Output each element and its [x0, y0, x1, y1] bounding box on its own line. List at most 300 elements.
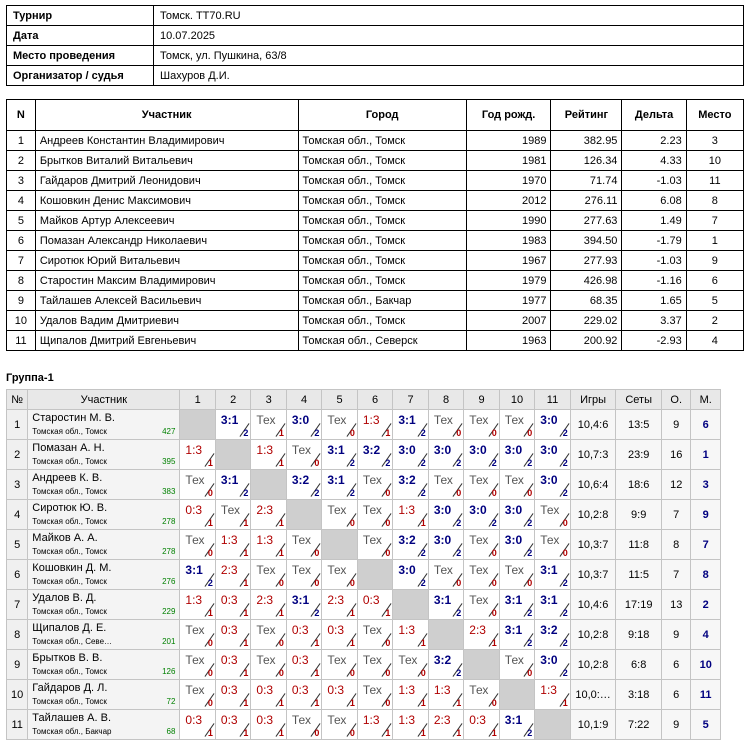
match-score: 1:3: [256, 443, 274, 457]
participant-rating: 276.11: [551, 191, 622, 211]
match-points: 2: [456, 458, 462, 468]
match-result-cell: [464, 620, 499, 650]
participant-delta: 1.49: [622, 211, 686, 231]
match-result-cell: [464, 410, 499, 440]
match-score: Тех: [504, 473, 524, 487]
match-result-cell: [286, 410, 321, 440]
match-points: 2: [243, 428, 249, 438]
match-score: 3:1: [504, 623, 523, 637]
match-points: 2: [562, 668, 568, 678]
match-score: Тех: [540, 533, 560, 547]
participant-birth-year: 1990: [466, 211, 551, 231]
match-score: 1:3: [398, 683, 416, 697]
match-result-cell: [251, 440, 286, 470]
match-points: 2: [456, 668, 462, 678]
match-result-cell: [428, 410, 463, 440]
match-points: 2: [562, 428, 568, 438]
participant-delta: -1.03: [622, 171, 686, 191]
group-player-cell: [28, 500, 180, 530]
match-result-cell: [499, 560, 534, 590]
group-row-number: 2: [7, 440, 28, 470]
match-score: 0:3: [220, 623, 238, 637]
participant-name: Гайдаров Дмитрий Леонидович: [35, 171, 298, 191]
participant-number: 2: [7, 151, 36, 171]
group-player-cell: [28, 440, 180, 470]
group-sets: 13:5: [616, 410, 662, 440]
group-player-name: Тайлашев А. В.: [32, 712, 112, 724]
match-points: 1: [349, 638, 355, 648]
match-result-cell: [180, 500, 215, 530]
match-points: 2: [349, 488, 355, 498]
match-score: Тех: [398, 653, 418, 667]
match-points: 2: [562, 608, 568, 618]
info-row: [7, 26, 744, 46]
match-points: 0: [527, 578, 533, 588]
group-points: 9: [662, 410, 691, 440]
group-row-number: 11: [7, 710, 28, 740]
match-points: 1: [491, 728, 497, 738]
match-score: 2:3: [327, 593, 345, 607]
match-points: 1: [207, 728, 213, 738]
participant-city: Томская обл., Томск: [298, 311, 466, 331]
match-score: 0:3: [256, 713, 274, 727]
group-player-city: Томская обл., Бакчар: [32, 727, 112, 736]
match-score: 1:3: [185, 593, 203, 607]
match-points: 0: [491, 488, 497, 498]
match-result-cell: [357, 530, 392, 560]
match-points: 1: [278, 518, 284, 528]
group-sets: 9:9: [616, 500, 662, 530]
participant-number: 7: [7, 251, 36, 271]
info-row: [7, 66, 744, 86]
match-result-cell: [286, 440, 321, 470]
match-score: Тех: [291, 563, 311, 577]
group-sets: 23:9: [616, 440, 662, 470]
group-row-number: 10: [7, 680, 28, 710]
match-result-cell: [322, 440, 357, 470]
match-result-cell: [499, 710, 534, 740]
match-result-cell: [464, 560, 499, 590]
match-score: Тех: [256, 653, 276, 667]
match-result-cell: [393, 440, 428, 470]
group-player-name: Сиротюк Ю. В.: [32, 502, 108, 514]
match-score: 0:3: [291, 683, 309, 697]
match-result-cell: [180, 470, 215, 500]
group-place: 2: [691, 590, 721, 620]
participant-rating: 277.93: [551, 251, 622, 271]
match-score: Тех: [362, 503, 382, 517]
match-score: Тех: [220, 503, 240, 517]
match-score: 3:0: [469, 443, 487, 457]
match-result-cell: [535, 680, 570, 710]
match-score: 0:3: [327, 683, 345, 697]
match-score: 0:3: [220, 683, 238, 697]
match-result-cell: [322, 680, 357, 710]
match-result-cell: [251, 650, 286, 680]
participants-header: Рейтинг: [551, 100, 622, 131]
match-score: Тех: [362, 653, 382, 667]
participant-row: [7, 131, 744, 151]
match-points: 0: [207, 668, 213, 678]
match-points: 1: [278, 458, 284, 468]
participant-city: Томская обл., Бакчар: [298, 291, 466, 311]
self-match-cell: [464, 650, 499, 680]
group-header: 1: [180, 390, 215, 410]
info-row: [7, 46, 744, 66]
match-score: Тех: [504, 653, 524, 667]
participant-delta: -2.93: [622, 331, 686, 351]
group-player-rating: 68: [166, 727, 176, 736]
match-score: 0:3: [256, 683, 274, 697]
match-score: 3:1: [433, 593, 452, 607]
match-score: 2:3: [469, 623, 486, 637]
participant-number: 1: [7, 131, 36, 151]
match-score: Тех: [362, 623, 382, 637]
participant-name: Старостин Максим Владимирович: [35, 271, 298, 291]
match-result-cell: [393, 680, 428, 710]
match-result-cell: [286, 650, 321, 680]
match-result-cell: [464, 470, 499, 500]
match-points: 2: [562, 488, 568, 498]
group-header: №: [7, 390, 28, 410]
match-score: 3:0: [291, 413, 310, 427]
match-points: 0: [491, 548, 497, 558]
group-player-rating: 427: [162, 427, 176, 436]
match-points: 1: [420, 518, 426, 528]
match-result-cell: [251, 560, 286, 590]
participant-place: 7: [686, 211, 743, 231]
match-result-cell: [322, 470, 357, 500]
match-result-cell: [393, 410, 428, 440]
match-result-cell: [180, 560, 215, 590]
group-row-number: 3: [7, 470, 28, 500]
match-result-cell: [428, 500, 463, 530]
match-score: 1:3: [362, 713, 380, 727]
match-points: 0: [527, 668, 533, 678]
match-points: 0: [385, 518, 391, 528]
match-result-cell: [322, 650, 357, 680]
match-points: 1: [243, 578, 249, 588]
match-points: 0: [385, 548, 391, 558]
participants-header: Год рожд.: [466, 100, 551, 131]
info-label: Турнир: [7, 6, 154, 26]
group-sets: 3:18: [616, 680, 662, 710]
match-points: 2: [491, 518, 497, 528]
participant-row: [7, 171, 744, 191]
participant-row: [7, 311, 744, 331]
group-row-number: 1: [7, 410, 28, 440]
match-result-cell: [428, 440, 463, 470]
match-score: Тех: [469, 683, 489, 697]
match-points: 1: [314, 668, 320, 678]
match-score: Тех: [469, 413, 489, 427]
match-points: 2: [527, 458, 533, 468]
participant-birth-year: 2012: [466, 191, 551, 211]
match-score: 0:3: [291, 653, 309, 667]
participant-place: 4: [686, 331, 743, 351]
match-result-cell: [535, 620, 570, 650]
match-score: 1:3: [362, 413, 380, 427]
match-points: 0: [491, 428, 497, 438]
participant-birth-year: 1970: [466, 171, 551, 191]
match-result-cell: [357, 710, 392, 740]
match-result-cell: [322, 410, 357, 440]
match-score: Тех: [327, 653, 347, 667]
match-points: 0: [562, 548, 568, 558]
match-score: 0:3: [220, 593, 238, 607]
match-result-cell: [535, 560, 570, 590]
participants-header: Место: [686, 100, 743, 131]
match-result-cell: [251, 410, 286, 440]
info-value: 10.07.2025: [154, 26, 744, 46]
participant-name: Помазан Александр Николаевич: [35, 231, 298, 251]
match-score: Тех: [185, 683, 205, 697]
match-points: 0: [278, 578, 284, 588]
match-result-cell: [464, 680, 499, 710]
match-points: 0: [527, 488, 533, 498]
match-points: 0: [456, 488, 462, 498]
participant-name: Удалов Вадим Дмитриевич: [35, 311, 298, 331]
match-points: 1: [385, 728, 391, 738]
participant-row: [7, 251, 744, 271]
match-result-cell: [464, 710, 499, 740]
self-match-cell: [180, 410, 215, 440]
match-score: 3:0: [504, 533, 523, 547]
match-points: 0: [207, 638, 213, 648]
group-points: 13: [662, 590, 691, 620]
match-score: Тех: [504, 413, 524, 427]
group-row-number: 6: [7, 560, 28, 590]
group-place: 3: [691, 470, 721, 500]
match-points: 0: [314, 578, 320, 588]
match-result-cell: [215, 530, 250, 560]
match-points: 1: [456, 698, 462, 708]
participant-birth-year: 1989: [466, 131, 551, 151]
participant-rating: 382.95: [551, 131, 622, 151]
match-points: 2: [385, 458, 391, 468]
match-points: 1: [314, 698, 320, 708]
match-result-cell: [322, 620, 357, 650]
self-match-cell: [535, 710, 570, 740]
participants-header: Город: [298, 100, 466, 131]
group-player-city: Томская обл., Томск: [32, 517, 107, 526]
match-score: 3:0: [433, 533, 452, 547]
group-row-number: 9: [7, 650, 28, 680]
match-points: 2: [527, 548, 533, 558]
group-header: 2: [215, 390, 250, 410]
match-result-cell: [251, 500, 286, 530]
match-result-cell: [286, 560, 321, 590]
group-points: 7: [662, 560, 691, 590]
match-score: 0:3: [220, 713, 238, 727]
group-row-number: 7: [7, 590, 28, 620]
group-player-name: Помазан А. Н.: [32, 442, 105, 454]
match-score: Тех: [469, 533, 489, 547]
match-result-cell: [286, 620, 321, 650]
participant-delta: -1.16: [622, 271, 686, 291]
group-row: [7, 710, 721, 740]
participant-delta: 3.37: [622, 311, 686, 331]
group-place: 7: [691, 530, 721, 560]
match-result-cell: [499, 440, 534, 470]
self-match-cell: [428, 620, 463, 650]
match-score: Тех: [256, 413, 276, 427]
match-score: 3:2: [398, 473, 416, 487]
match-points: 2: [420, 488, 426, 498]
participant-number: 10: [7, 311, 36, 331]
match-points: 1: [456, 728, 462, 738]
match-score: Тех: [433, 473, 453, 487]
group-row: [7, 500, 721, 530]
match-score: Тех: [291, 713, 311, 727]
match-score: 1:3: [433, 683, 451, 697]
info-label: Дата: [7, 26, 154, 46]
group-player-city: Томская обл., Томск: [32, 487, 107, 496]
match-score: 3:0: [433, 443, 452, 457]
group-row: [7, 470, 721, 500]
participant-place: 1: [686, 231, 743, 251]
match-score: Тех: [362, 533, 382, 547]
group-games: 10,0:…: [570, 680, 616, 710]
group-player-cell: [28, 710, 180, 740]
group-player-rating: 229: [162, 607, 176, 616]
group-row: [7, 620, 721, 650]
participant-row: [7, 191, 744, 211]
participant-rating: 229.02: [551, 311, 622, 331]
match-points: 0: [278, 668, 284, 678]
group-player-city: Томская обл., Севе…: [32, 637, 113, 646]
match-score: 1:3: [220, 533, 238, 547]
match-points: 1: [243, 548, 249, 558]
group-player-name: Старостин М. В.: [32, 412, 115, 424]
match-result-cell: [180, 530, 215, 560]
match-result-cell: [357, 440, 392, 470]
match-points: 2: [243, 488, 249, 498]
match-points: 0: [385, 668, 391, 678]
participant-number: 3: [7, 171, 36, 191]
match-result-cell: [535, 440, 570, 470]
participant-row: [7, 231, 744, 251]
match-score: 3:0: [504, 443, 523, 457]
match-score: 3:1: [327, 473, 345, 487]
group-player-rating: 201: [162, 637, 176, 646]
match-points: 0: [349, 518, 355, 528]
match-result-cell: [393, 620, 428, 650]
match-points: 0: [456, 578, 462, 588]
match-points: 0: [349, 428, 355, 438]
match-result-cell: [322, 560, 357, 590]
group-title: Группа-1: [6, 372, 54, 384]
match-points: 2: [314, 488, 320, 498]
match-result-cell: [180, 680, 215, 710]
self-match-cell: [215, 440, 250, 470]
info-value: Шахуров Д.И.: [154, 66, 744, 86]
participant-name: Майков Артур Алексеевич: [35, 211, 298, 231]
participant-row: [7, 211, 744, 231]
match-points: 2: [456, 608, 462, 618]
match-points: 2: [314, 608, 320, 618]
match-points: 0: [314, 458, 320, 468]
match-result-cell: [357, 500, 392, 530]
group-games: 10,7:3: [570, 440, 616, 470]
match-score: 3:1: [398, 413, 416, 427]
match-score: 3:0: [540, 443, 558, 457]
info-value: Томск, ул. Пушкина, 63/8: [154, 46, 744, 66]
match-points: 2: [420, 458, 426, 468]
group-row: [7, 590, 721, 620]
match-score: 2:3: [433, 713, 451, 727]
group-place: 5: [691, 710, 721, 740]
match-result-cell: [499, 590, 534, 620]
match-score: Тех: [362, 473, 382, 487]
match-points: 1: [278, 428, 284, 438]
match-result-cell: [428, 590, 463, 620]
match-score: 3:1: [291, 593, 310, 607]
participant-rating: 200.92: [551, 331, 622, 351]
group-games: 10,2:8: [570, 620, 616, 650]
match-score: 3:1: [540, 593, 558, 607]
match-result-cell: [499, 620, 534, 650]
group-player-name: Кошовкин Д. М.: [32, 562, 112, 574]
match-result-cell: [393, 470, 428, 500]
match-result-cell: [535, 470, 570, 500]
match-points: 0: [349, 578, 355, 588]
participant-number: 9: [7, 291, 36, 311]
match-result-cell: [428, 560, 463, 590]
match-score: 3:1: [327, 443, 345, 457]
group-row: [7, 560, 721, 590]
group-points: 16: [662, 440, 691, 470]
participant-rating: 68.35: [551, 291, 622, 311]
group-header: Сеты: [616, 390, 662, 410]
match-result-cell: [180, 710, 215, 740]
group-row-number: 4: [7, 500, 28, 530]
match-points: 2: [420, 428, 426, 438]
group-sets: 11:5: [616, 560, 662, 590]
match-result-cell: [322, 710, 357, 740]
match-points: 0: [314, 728, 320, 738]
match-result-cell: [251, 710, 286, 740]
info-label: Место проведения: [7, 46, 154, 66]
group-player-rating: 383: [162, 487, 176, 496]
match-result-cell: [393, 560, 428, 590]
match-result-cell: [357, 470, 392, 500]
participant-delta: -1.79: [622, 231, 686, 251]
group-header: 7: [393, 390, 428, 410]
info-row: [7, 6, 744, 26]
match-points: 2: [420, 548, 426, 558]
group-place: 10: [691, 650, 721, 680]
match-result-cell: [428, 680, 463, 710]
match-result-cell: [180, 650, 215, 680]
participant-place: 8: [686, 191, 743, 211]
participant-delta: 4.33: [622, 151, 686, 171]
match-points: 1: [385, 428, 391, 438]
match-points: 0: [491, 578, 497, 588]
match-result-cell: [251, 680, 286, 710]
match-score: Тех: [256, 563, 276, 577]
group-header: 5: [322, 390, 357, 410]
group-header: 3: [251, 390, 286, 410]
group-games: 10,3:7: [570, 530, 616, 560]
group-games: 10,6:4: [570, 470, 616, 500]
match-score: 3:1: [504, 713, 523, 727]
match-result-cell: [215, 710, 250, 740]
match-score: 2:3: [256, 593, 274, 607]
match-points: 1: [243, 698, 249, 708]
match-score: 1:3: [398, 623, 416, 637]
group-place: 8: [691, 560, 721, 590]
